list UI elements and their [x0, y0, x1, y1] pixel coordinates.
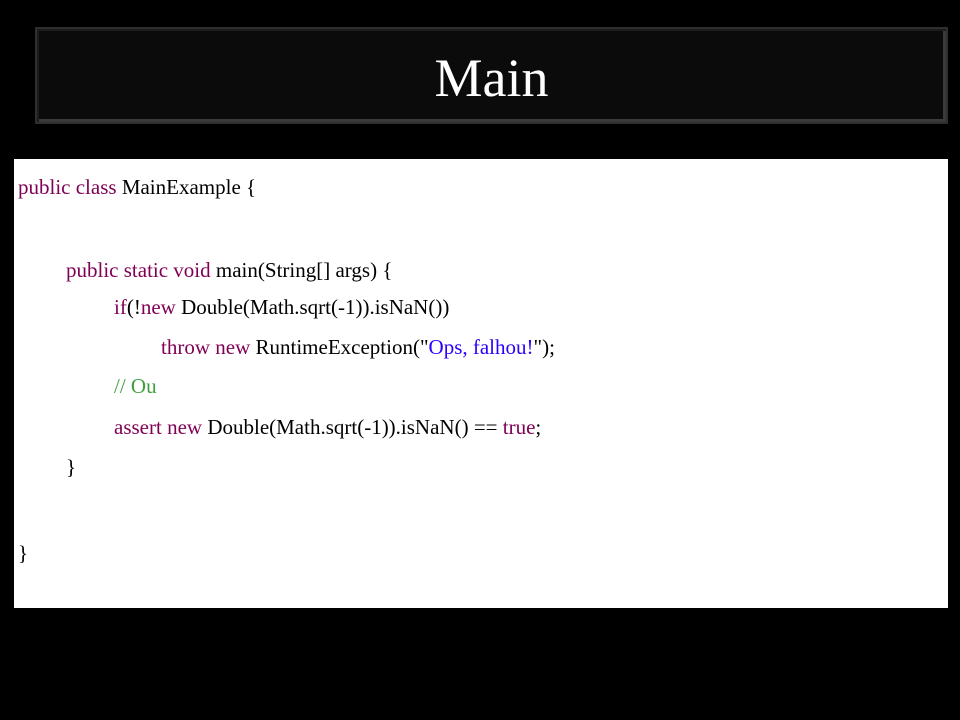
- code-line-comment: [114, 374, 157, 398]
- keyword-token: if: [114, 295, 127, 319]
- code-line-assert-statement: [114, 415, 541, 439]
- code-token: RuntimeException(": [250, 335, 429, 359]
- slide-title: Main: [434, 47, 549, 108]
- code-token: }: [66, 455, 77, 479]
- code-token: main(String[] args) {: [210, 258, 393, 282]
- code-token: Double(Math.sqrt(-1)).isNaN()): [175, 295, 450, 319]
- keyword-token: public class: [18, 175, 117, 199]
- string-token: Ops, falhou!: [428, 335, 534, 359]
- code-line-class-declaration: [18, 175, 256, 199]
- keyword-token: new: [140, 295, 176, 319]
- code-token: }: [18, 541, 29, 565]
- comment-token: // Ou: [114, 374, 157, 398]
- code-line-main-method: [66, 258, 392, 282]
- keyword-token: assert new: [114, 415, 203, 439]
- code-line-method-close-brace: [66, 455, 76, 479]
- code-token: ");: [533, 335, 555, 359]
- code-line-if-statement: [114, 295, 449, 319]
- code-token: ;: [535, 415, 542, 439]
- code-line-throw-statement: [161, 335, 555, 359]
- code-line-class-close-brace: [18, 541, 28, 565]
- code-token: MainExample {: [116, 175, 257, 199]
- keyword-token: throw new: [161, 335, 251, 359]
- code-panel: [14, 159, 948, 608]
- code-token: Double(Math.sqrt(-1)).isNaN() ==: [202, 415, 503, 439]
- keyword-token: public static void: [66, 258, 211, 282]
- code-token: (!: [126, 295, 141, 319]
- keyword-token: true: [502, 415, 536, 439]
- slide-title-bar: [35, 27, 948, 124]
